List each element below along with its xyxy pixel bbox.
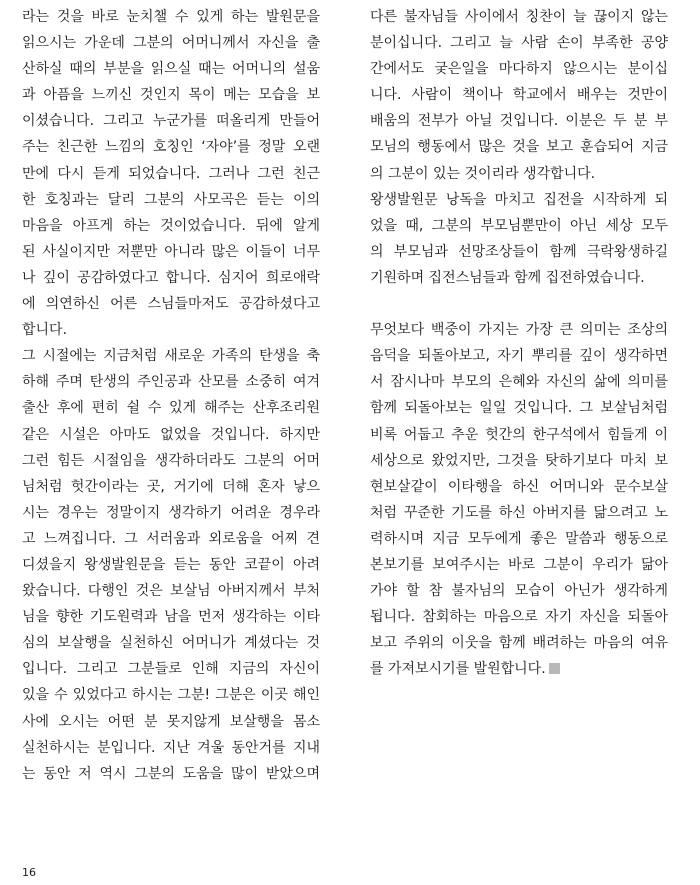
text-line-content: 디셨을지 왕생발원문을 듣는 동안 코끝이 아려 [22,556,320,573]
text-line-content: 산하실 때의 부분을 읽으실 때는 어머니의 설움 [22,61,320,78]
text-line [370,578,668,604]
text-line-content: 력하시며 지금 모두에게 좋은 말씀과 행동으로 [370,530,668,547]
text-line-content: 출산 후에 편히 쉴 수 있게 해주는 산후조리원 [22,400,320,417]
text-line-content: 실천하시는 분입니다. 지난 겨울 동안거를 지내 [22,739,320,756]
text-line [22,604,320,630]
text-line-content: 본보기를 보여주시는 바로 그분이 우리가 닮아 [370,556,668,573]
text-line-content: 서 잠시나마 부모의 은혜와 자신의 삶에 의미를 [370,374,668,391]
text-line [22,682,320,708]
text-line [22,709,320,735]
text-line-content: 라는 것을 바로 눈치챌 수 있게 하는 발원문을 [22,9,320,25]
text-line-content: 합니다. [22,322,68,339]
text-line [22,630,320,656]
text-line [22,213,320,239]
text-line [370,604,668,630]
text-line-content: 같은 시설은 아마도 없었을 것입니다. 하지만 [22,426,320,443]
text-line [22,369,320,395]
text-line-content: 된 사실이지만 저뿐만 아니라 많은 이들이 너무 [22,243,320,260]
text-line [22,108,320,134]
text-line [370,369,668,395]
text-line [370,82,668,108]
page-number: 16 [22,866,36,879]
text-line [370,187,668,213]
text-line [370,134,668,160]
text-line-content: 마음을 아프게 하는 것이었습니다. 뒤에 알게 [22,217,320,234]
text-line [370,56,668,82]
text-line [370,343,668,369]
text-line [22,735,320,761]
text-line [22,265,320,291]
text-line [22,526,320,552]
text-line [370,656,668,682]
text-line-content: 읽으시는 가운데 그분의 어머니께서 자신을 출 [22,35,320,52]
text-line [370,265,668,291]
text-line [22,474,320,500]
text-line [370,213,668,239]
text-line [370,448,668,474]
text-line-content: 입니다. 그리고 그분들로 인해 지금의 자신이 [22,661,320,678]
text-line-content: 의 부모님과 선망조상들이 함께 극락왕생하길 [370,243,668,260]
text-line-content: 그런 힘든 시절임을 생각하더라도 그분의 어머 [22,452,320,469]
text-line [370,239,668,265]
text-line [22,448,320,474]
text-line-content: 배움의 전부가 아닐 것입니다. 이분은 두 분 부 [370,113,668,130]
text-line-content: 다른 불자님들 사이에서 칭찬이 늘 끊이지 않는 [370,9,668,25]
text-line-content: 됩니다. 참회하는 마음으로 자기 자신을 되돌아 [370,609,668,626]
text-line-content: 있을 수 있었다고 하시는 그분! 그분은 이곳 해인 [22,687,320,704]
text-line [22,187,320,213]
text-line-content: 함께 되돌아보는 일일 것입니다. 그 보살님처럼 [370,400,668,417]
text-line-content: 하해 주며 탄생의 주인공과 산모를 소중히 여겨 [22,374,320,391]
text-line [370,500,668,526]
text-line-content: 를 가져보시기를 발원합니다. [370,661,546,678]
text-line [22,395,320,421]
text-line [22,422,320,448]
text-line [22,82,320,108]
text-line-content: 심의 보살행을 실천하신 어머니가 계셨다는 것 [22,635,320,652]
text-line-content: 고 느껴집니다. 그 서러움과 외로움을 어찌 견 [22,530,320,547]
text-line-content: 나 깊이 공감하였다고 합니다. 심지어 희로애락 [22,269,320,286]
text-line [370,161,668,187]
text-line [370,630,668,656]
text-line [22,578,320,604]
text-line-content: 었을 때, 그분의 부모님뿐만이 아닌 세상 모두 [370,217,668,234]
text-line-content: 무엇보다 백중이 가지는 가장 큰 의미는 조상의 [370,322,668,339]
text-line-content: 음덕을 되돌아보고, 자기 뿌리를 깊이 생각하면 [370,348,668,365]
text-line-content: 에 의연하신 어른 스님들마저도 공감하셨다고 [22,296,320,313]
text-line [22,4,320,30]
text-line-content: 처럼 꾸준한 기도를 하신 아버지를 닮으려고 노 [370,504,668,521]
text-line [22,500,320,526]
text-line [370,291,668,317]
text-line [370,4,668,30]
right-column [370,4,668,682]
text-line-content: 현보살같이 이타행을 하신 어머니와 문수보살 [370,478,668,495]
text-line [370,422,668,448]
text-line-content: 만에 다시 듣게 되었습니다. 그러나 그런 친근 [22,165,320,182]
text-line-content: 간에서도 궂은일을 마다하지 않으시는 분이십 [370,61,668,78]
text-line-content: 과 아픔을 느끼신 것인지 목이 메는 모습을 보 [22,87,320,104]
text-line [22,761,320,787]
text-line-content: 왔습니다. 다행인 것은 보살님 아버지께서 부처 [22,583,320,600]
text-line [22,343,320,369]
text-line [22,291,320,317]
text-line-content: 분이십니다. 그리고 늘 사람 손이 부족한 공양 [370,35,668,52]
text-line-content: 님을 향한 기도원력과 남을 먼저 생각하는 이타 [22,609,320,626]
text-line-content: 는 동안 저 역시 그분의 도움을 많이 받았으며 [22,765,320,782]
text-line [370,30,668,56]
text-line-content: 그 시절에는 지금처럼 새로운 가족의 탄생을 축 [22,348,320,365]
text-line [22,656,320,682]
text-line [22,30,320,56]
text-line [370,552,668,578]
text-line-content: 니다. 사람이 책이나 학교에서 배우는 것만이 [370,87,668,104]
text-line [370,317,668,343]
text-line-content: 왕생발원문 낭독을 마치고 집전을 시작하게 되 [370,191,668,208]
end-of-article-icon [549,663,560,674]
text-line [22,56,320,82]
text-line [370,108,668,134]
text-line [22,239,320,265]
text-line-content: 세상으로 왔었지만, 그것을 탓하기보다 마치 보 [370,452,668,469]
text-line [370,395,668,421]
text-line [22,161,320,187]
text-line-content: 한 호칭과는 달리 그분의 사모곡은 듣는 이의 [22,191,320,208]
text-line-content: 비록 어둡고 추운 헛간의 한구석에서 힘들게 이 [370,426,668,443]
left-column [22,4,320,787]
text-line [370,526,668,552]
text-line-content: 의 그분이 있는 것이리라 생각합니다. [370,165,596,182]
text-line-content: 이셨습니다. 그리고 누군가를 떠올리게 만들어 [22,113,320,130]
text-line-content: 님처럼 헛간이라는 곳, 거기에 더해 혼자 낳으 [22,478,320,495]
text-line-content: 시는 경우는 정말이지 생각하기 어려운 경우라 [22,504,320,521]
text-line-content: 보고 주위의 이웃을 함께 배려하는 마음의 여유 [370,635,668,652]
text-line-content: 가야 할 참 불자님의 모습이 아닌가 생각하게 [370,583,668,600]
text-line [22,134,320,160]
text-line-content: 모님의 행동에서 많은 것을 보고 훈습되어 지금 [370,139,668,156]
text-line [22,317,320,343]
text-line [370,474,668,500]
text-line-content: 사에 오시는 어떤 분 못지않게 보살행을 몸소 [22,713,320,730]
text-line-content: 기원하며 집전스님들과 함께 집전하였습니다. [370,269,645,286]
text-line [22,552,320,578]
text-line-content: 주는 친근한 느낌의 호칭인 ‘자야’를 정말 오랜 [22,139,320,156]
